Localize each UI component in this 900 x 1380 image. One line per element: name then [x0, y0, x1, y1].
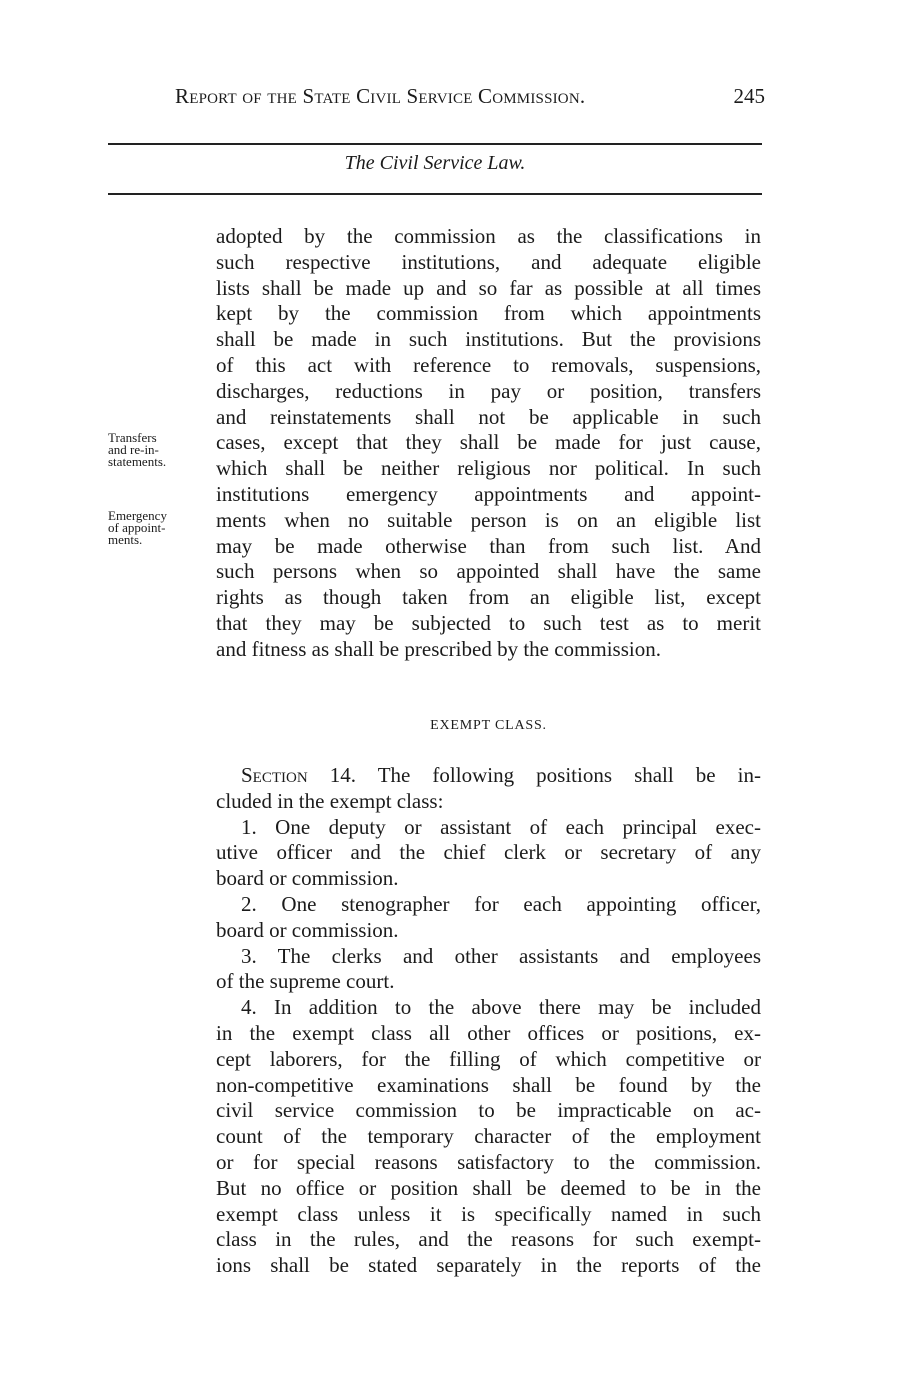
header-rule-bottom [108, 193, 762, 195]
text-line: adopted by the commission as the classifications in [216, 224, 761, 248]
text-line: board or commission. [216, 866, 399, 891]
text-line: in the exempt class all other offices or positions, ex- [216, 1020, 761, 1045]
section-14-first-line [216, 763, 761, 789]
text-line: 3. The clerks and other assistants and employees [241, 943, 761, 968]
text-line: such respective institutions, and adequate eligible [216, 249, 761, 274]
text-line: count of the temporary character of the employment [216, 1124, 761, 1149]
margin-note-line: statements. [108, 454, 167, 469]
paragraph-continued [216, 224, 761, 663]
text-line: board or commission. [216, 917, 399, 942]
margin-note-transfers [108, 432, 208, 468]
margin-note-line: Transfers [108, 430, 157, 445]
text-line: discharges, reductions in pay or position, transfers [216, 378, 761, 403]
text-line: ions shall be stated separately in the reports of the [216, 1253, 761, 1278]
text-line: cluded in the exempt class: [216, 788, 444, 813]
running-title: Report of the State Civil Service Commission. [175, 84, 586, 108]
text-line: 1. One deputy or assistant of each principal exec- [241, 814, 761, 839]
margin-note-line: Emergency [108, 508, 167, 523]
section-title: The Civil Service Law. [344, 152, 526, 174]
text-line: which shall be neither religious nor political. In such [216, 456, 761, 481]
text-line: non-competitive examinations shall be found by the [216, 1072, 761, 1097]
exempt-class-heading: EXEMPT CLASS. [430, 718, 547, 733]
text-line: such persons when so appointed shall have the same [216, 559, 761, 584]
header-rule-top [108, 143, 762, 145]
margin-note-emergency [108, 510, 208, 546]
text-line: and reinstatements shall not be applicable in such [216, 404, 761, 429]
section-14 [216, 763, 761, 1279]
text-line: may be made otherwise than from such list. And [216, 533, 761, 558]
margin-note-line: of appoint- [108, 520, 166, 535]
margin-note-line: and re-in- [108, 442, 159, 457]
text-line: utive officer and the chief clerk or secretary of any [216, 840, 761, 865]
text-line: shall be made in such institutions. But the provisions [216, 327, 761, 352]
text-line: civil service commission to be impracticable on ac- [216, 1098, 761, 1123]
text-line: class in the rules, and the reasons for such exempt- [216, 1227, 761, 1252]
running-head [175, 84, 765, 114]
section-label: Section 14. [241, 763, 356, 787]
text-line: rights as though taken from an eligible list, except [216, 585, 761, 610]
text-line: 4. In addition to the above there may be included [241, 995, 761, 1020]
text-line: lists shall be made up and so far as possible at all times [216, 275, 761, 300]
margin-note-line: ments. [108, 532, 143, 547]
text-line: cases, except that they shall be made for just cause, [216, 430, 761, 455]
text-line: kept by the commission from which appointments [216, 301, 761, 326]
text-line: exempt class unless it is specifically named in such [216, 1201, 761, 1226]
text-line: But no office or position shall be deemed to be in the [216, 1175, 761, 1200]
text-line: that they may be subjected to such test as to merit [216, 610, 761, 635]
text-line: ments when no suitable person is on an eligible list [216, 507, 761, 532]
section-first-line-text: The following positions shall be in- [377, 763, 762, 787]
text-line: and fitness as shall be prescribed by the commission. [216, 636, 661, 661]
page-number: 245 [733, 84, 765, 108]
text-line: institutions emergency appointments and appoint- [216, 481, 761, 506]
text-line: of the supreme court. [216, 969, 395, 994]
text-line: 2. One stenographer for each appointing officer, [241, 891, 761, 916]
text-line: of this act with reference to removals, suspensions, [216, 352, 761, 377]
text-line: cept laborers, for the filling of which competitive or [216, 1046, 761, 1071]
text-line: or for special reasons satisfactory to the commission. [216, 1149, 761, 1174]
